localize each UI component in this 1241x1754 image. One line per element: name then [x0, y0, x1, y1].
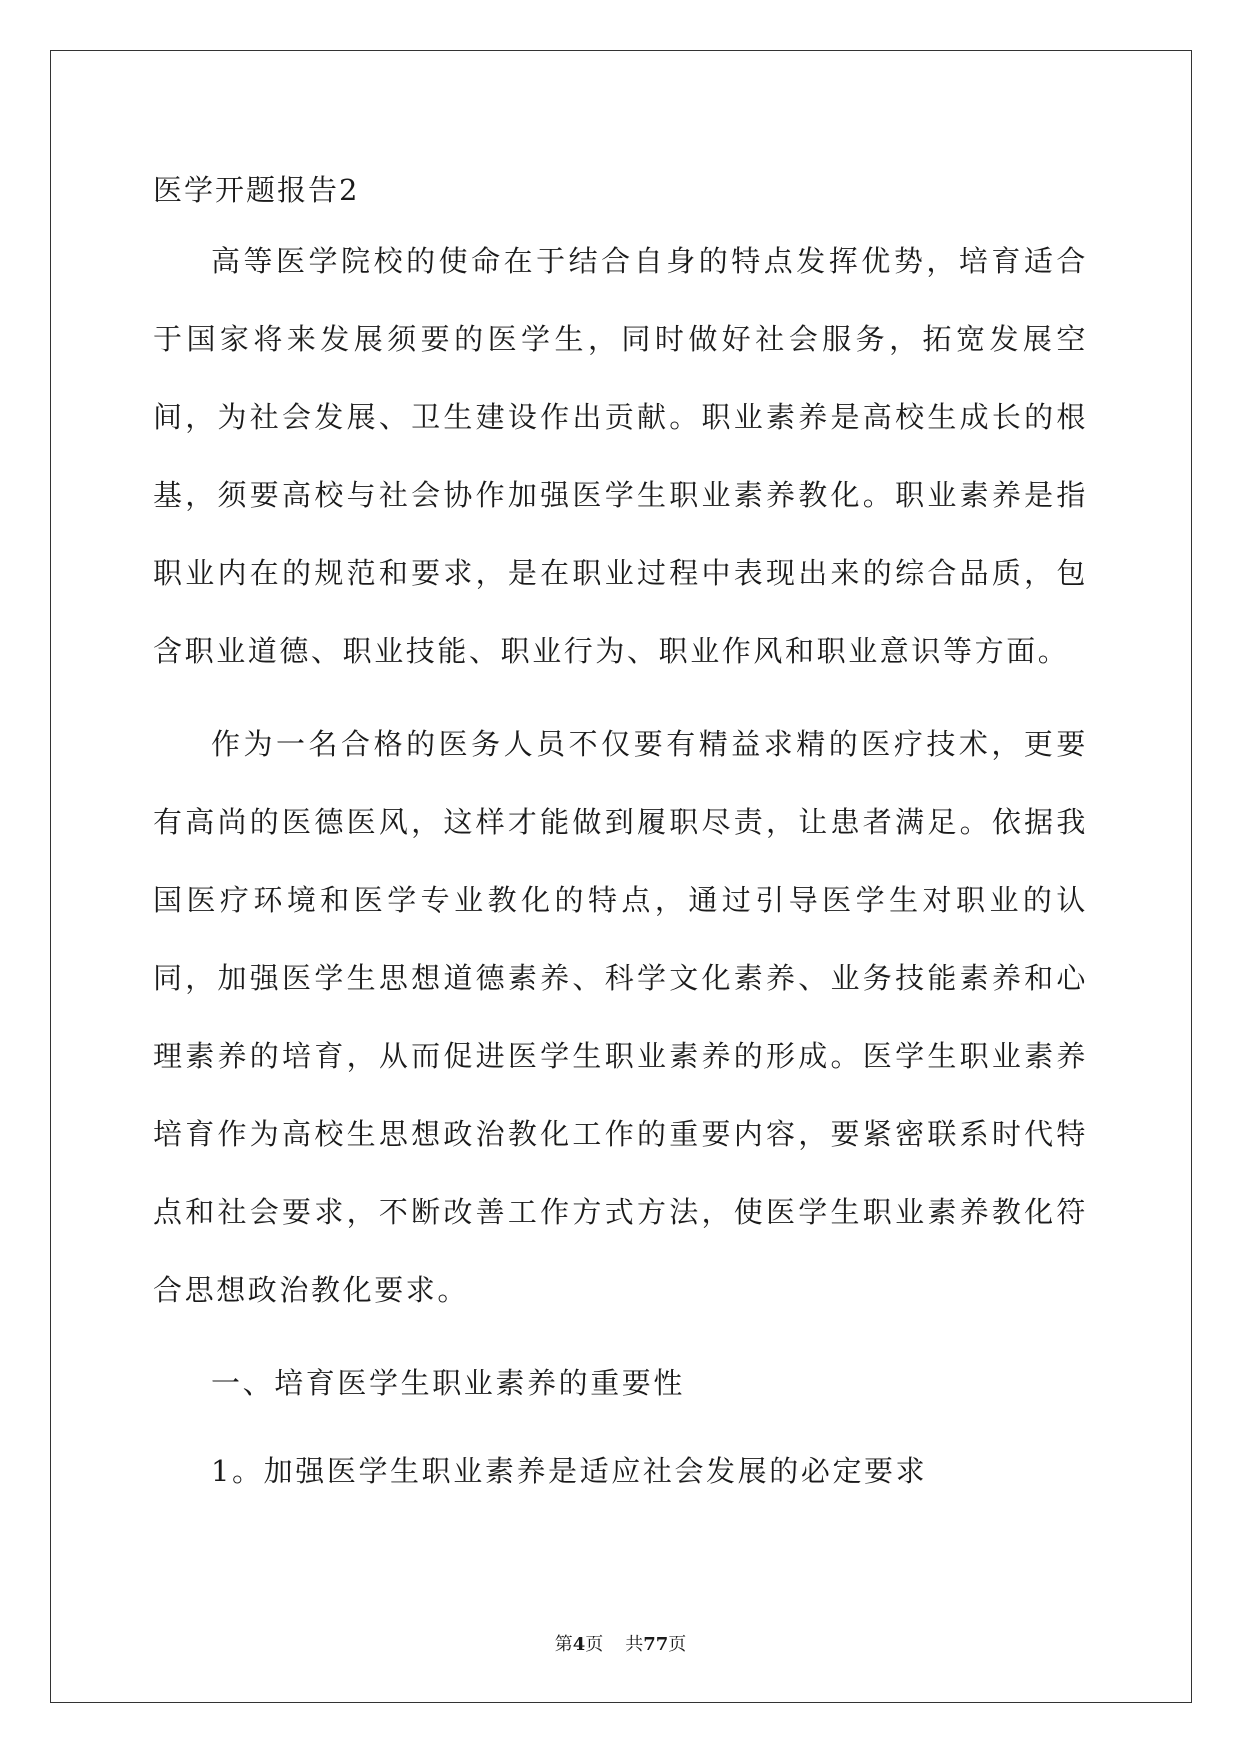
document-title: 医学开题报告2 [153, 173, 360, 207]
page-footer [0, 1630, 1241, 1656]
paragraph-1: 高等医学院校的使命在于结合自身的特点发挥优势，培育适合于国家将来发展须要的医学生，同时做好社会服务，拓宽发展空间，为社会发展、卫生建设作出贡献。职业素养是高校生成长的根基，须要高校与社会协作加强医学生职业素养教化。职业素养是指职业内在的规范和要求，是在职业过程中表现出来的综合品质，包含职业道德、职业技能、职业行为、职业作风和职业意识等方面。 [153, 244, 1088, 668]
total-pages: 77 [643, 1634, 669, 1655]
page-prefix: 第 [554, 1634, 573, 1655]
subsection-heading: 1。加强医学生职业素养是适应社会发展的必定要求 [211, 1454, 928, 1488]
total-suffix: 页 [668, 1634, 687, 1655]
section-heading: 一、培育医学生职业素养的重要性 [211, 1366, 686, 1400]
page-suffix: 页 [585, 1634, 604, 1655]
document-body [153, 165, 1088, 1510]
paragraph-2: 作为一名合格的医务人员不仅要有精益求精的医疗技术，更要有高尚的医德医风，这样才能做到履职尽责，让患者满足。依据我国医疗环境和医学专业教化的特点，通过引导医学生对职业的认同，加强医学生思想道德素养、科学文化素养、业务技能素养和心理素养的培育，从而促进医学生职业素养的形成。医学生职业素养培育作为高校生思想政治教化工作的重要内容，要紧密联系时代特点和社会要求，不断改善工作方式方法，使医学生职业素养教化符合思想政治教化要求。 [153, 727, 1088, 1307]
page-number: 4 [572, 1634, 586, 1655]
total-prefix: 共 [625, 1634, 644, 1655]
